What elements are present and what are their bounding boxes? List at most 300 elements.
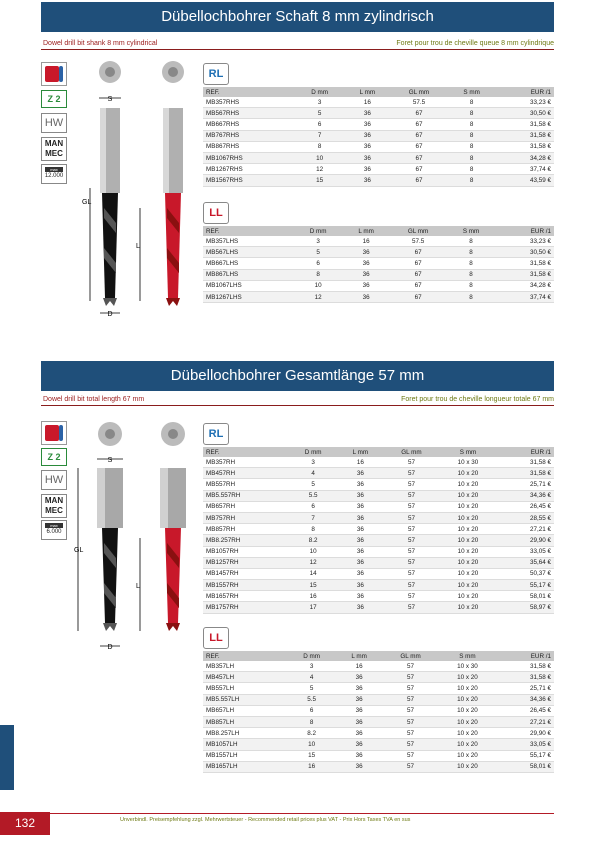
- table-row: [203, 512, 554, 523]
- cell-eur: 33,05 €: [496, 546, 554, 557]
- dim-l: L: [136, 243, 140, 250]
- cell-gl: 67: [389, 280, 446, 291]
- table-row: [203, 524, 554, 535]
- table-row: [203, 750, 554, 761]
- cell-eur: 30,50 €: [495, 247, 554, 258]
- cell-gl: 67: [391, 108, 448, 119]
- cell-gl: 57: [383, 479, 439, 490]
- cell-ref: MB5.557LH: [203, 694, 287, 705]
- cell-s: 10 x 20: [440, 535, 497, 546]
- cell-eur: 26,45 €: [496, 705, 554, 716]
- footer-note: Unverbindl. Preisempfehlung zzgl. Mehrwertsteuer - Recommended retail prices plus VAT - Prix Hors Taxes TVA en sus: [120, 817, 411, 823]
- col-s: S mm: [447, 87, 495, 97]
- table-row: [203, 236, 554, 247]
- cell-s: 8: [447, 269, 496, 280]
- cell-gl: 57: [382, 750, 439, 761]
- cell-d: 3: [289, 457, 338, 468]
- cell-eur: 33,05 €: [496, 739, 554, 750]
- cell-l: 16: [336, 661, 382, 672]
- cell-d: 6: [295, 119, 344, 130]
- cell-d: 7: [289, 512, 338, 523]
- cell-gl: 67: [391, 175, 448, 186]
- page-number: 132: [0, 812, 50, 835]
- table-row: [203, 247, 554, 258]
- cell-d: 3: [293, 236, 342, 247]
- cell-d: 3: [287, 661, 336, 672]
- dim-d: D: [107, 311, 113, 318]
- cell-s: 10 x 20: [440, 546, 497, 557]
- cell-ref: MB867LHS: [203, 269, 293, 280]
- cell-eur: 58,01 €: [496, 761, 554, 772]
- cell-d: 14: [289, 568, 338, 579]
- footer-rule: [50, 813, 554, 814]
- cell-ref: MB567LHS: [203, 247, 293, 258]
- cell-d: 5.5: [287, 694, 336, 705]
- z2-icon: Z 2: [41, 448, 67, 466]
- table-row: [203, 175, 554, 186]
- col-s: S mm: [440, 447, 497, 457]
- section2-title: Dübellochbohrer Gesamtlänge 57 mm: [41, 361, 554, 391]
- man-label: MAN: [44, 139, 64, 148]
- table-row: [203, 501, 554, 512]
- cell-s: 8: [447, 108, 495, 119]
- cell-eur: 31,58 €: [496, 130, 554, 141]
- table-body: [203, 661, 554, 772]
- cell-gl: 57: [383, 524, 439, 535]
- table-row: [203, 546, 554, 557]
- table-row: [203, 672, 554, 683]
- cell-l: 36: [337, 557, 383, 568]
- cell-gl: 57: [382, 694, 439, 705]
- table-header-row: [203, 87, 554, 97]
- cell-s: 8: [447, 258, 496, 269]
- cell-ref: MB1657LH: [203, 761, 287, 772]
- col-eur: EUR /1: [495, 226, 554, 236]
- cell-s: 10 x 30: [439, 661, 496, 672]
- cell-l: 36: [336, 683, 382, 694]
- cell-gl: 57: [382, 661, 439, 672]
- cell-ref: MB357LHS: [203, 236, 293, 247]
- rl-table-2: [203, 447, 554, 614]
- cell-gl: 57: [382, 728, 439, 739]
- cell-l: 36: [336, 761, 382, 772]
- cell-l: 16: [344, 97, 390, 108]
- cell-d: 10: [293, 280, 342, 291]
- col-ref: REF.: [203, 447, 289, 457]
- cell-ref: MB1267RHS: [203, 164, 295, 175]
- col-l: L mm: [336, 651, 382, 661]
- table-row: [203, 164, 554, 175]
- table-body: [203, 236, 554, 303]
- cell-l: 36: [343, 291, 390, 302]
- table-row: [203, 535, 554, 546]
- cell-ref: MB857RH: [203, 524, 289, 535]
- cell-ref: MB457RH: [203, 468, 289, 479]
- cell-gl: 67: [391, 152, 448, 163]
- cell-eur: 31,58 €: [496, 661, 554, 672]
- cell-d: 17: [289, 602, 338, 613]
- cell-s: 10 x 20: [439, 716, 496, 727]
- cell-eur: 31,58 €: [496, 468, 554, 479]
- table-row: [203, 119, 554, 130]
- hw-icon: HW: [41, 470, 67, 490]
- table-row: [203, 591, 554, 602]
- cell-ref: MB767RHS: [203, 130, 295, 141]
- col-eur: EUR /1: [496, 651, 554, 661]
- cell-eur: 27,21 €: [496, 716, 554, 727]
- cell-l: 36: [336, 739, 382, 750]
- cell-gl: 67: [391, 119, 448, 130]
- cell-eur: 25,71 €: [496, 683, 554, 694]
- cell-s: 10 x 20: [440, 468, 497, 479]
- cell-eur: 29,90 €: [496, 535, 554, 546]
- dim-s: S: [107, 457, 113, 464]
- cell-s: 10 x 20: [439, 750, 496, 761]
- col-l: L mm: [344, 87, 390, 97]
- ll-badge: LL: [203, 202, 229, 224]
- table-header-row: [203, 226, 554, 236]
- cell-l: 36: [336, 750, 382, 761]
- cell-eur: 31,58 €: [495, 269, 554, 280]
- cell-eur: 28,55 €: [496, 512, 554, 523]
- cell-eur: 35,64 €: [496, 557, 554, 568]
- ll-badge: LL: [203, 627, 229, 649]
- cell-ref: MB357RH: [203, 457, 289, 468]
- cell-l: 36: [337, 568, 383, 579]
- cell-l: 36: [343, 269, 390, 280]
- section1-title: Dübellochbohrer Schaft 8 mm zylindrisch: [41, 2, 554, 32]
- cell-ref: MB1057LH: [203, 739, 287, 750]
- cell-s: 10 x 30: [440, 457, 497, 468]
- mec-label: MEC: [45, 149, 63, 158]
- cell-eur: 43,59 €: [496, 175, 554, 186]
- cell-d: 8.2: [289, 535, 338, 546]
- table-row: [203, 479, 554, 490]
- dim-s: S: [107, 96, 113, 103]
- table-row: [203, 280, 554, 291]
- cell-s: 10 x 20: [440, 479, 497, 490]
- cell-s: 10 x 20: [439, 705, 496, 716]
- rpm-value: 6.000: [46, 529, 62, 535]
- cell-d: 4: [287, 672, 336, 683]
- cell-d: 8.2: [287, 728, 336, 739]
- cell-gl: 57: [383, 580, 439, 591]
- cell-s: 10 x 20: [439, 694, 496, 705]
- cell-ref: MB357RHS: [203, 97, 295, 108]
- rl-badge: RL: [203, 63, 229, 85]
- rpm-value: 12.000: [44, 173, 64, 179]
- subtitle-en: Dowel drill bit total length 67 mm: [43, 396, 145, 403]
- cell-d: 8: [289, 524, 338, 535]
- col-ref: REF.: [203, 226, 293, 236]
- ll-table-2: [203, 651, 554, 773]
- cell-ref: MB757RH: [203, 512, 289, 523]
- cell-gl: 57: [383, 468, 439, 479]
- cell-d: 10: [289, 546, 338, 557]
- cell-d: 8: [293, 269, 342, 280]
- table-row: [203, 580, 554, 591]
- cell-d: 8: [287, 716, 336, 727]
- cell-s: 10 x 20: [439, 739, 496, 750]
- cell-eur: 31,58 €: [496, 672, 554, 683]
- cell-ref: MB557RH: [203, 479, 289, 490]
- cell-s: 10 x 20: [440, 501, 497, 512]
- cell-ref: MB857LH: [203, 716, 287, 727]
- cell-s: 8: [447, 119, 495, 130]
- table-row: [203, 683, 554, 694]
- rl-table-1: [203, 87, 554, 187]
- cell-gl: 57: [383, 457, 439, 468]
- cell-l: 36: [344, 130, 390, 141]
- dim-gl: GL: [74, 547, 84, 554]
- col-ref: REF.: [203, 651, 287, 661]
- cell-s: 8: [447, 280, 496, 291]
- cell-gl: 57: [383, 512, 439, 523]
- col-d: D mm: [293, 226, 342, 236]
- cell-s: 8: [447, 291, 496, 302]
- subtitle-fr: Foret pour trou de cheville queue 8 mm cylindrique: [396, 40, 554, 47]
- cell-eur: 31,58 €: [496, 457, 554, 468]
- cell-l: 36: [337, 512, 383, 523]
- col-gl: GL mm: [391, 87, 448, 97]
- rl-badge: RL: [203, 423, 229, 445]
- cell-d: 5.5: [289, 490, 338, 501]
- cell-ref: MB357LH: [203, 661, 287, 672]
- cell-eur: 55,17 €: [496, 750, 554, 761]
- section1-subtitle: [41, 38, 554, 50]
- cell-s: 10 x 20: [439, 728, 496, 739]
- drill-drawing-1: [70, 58, 200, 323]
- dim-gl: GL: [82, 199, 92, 206]
- cell-s: 10 x 20: [439, 672, 496, 683]
- man-mec-icon: [41, 137, 67, 161]
- cell-d: 12: [293, 291, 342, 302]
- table-row: [203, 291, 554, 302]
- table-row: [203, 694, 554, 705]
- cell-d: 8: [295, 141, 344, 152]
- cell-d: 16: [287, 761, 336, 772]
- rpm-icon: [41, 520, 67, 540]
- cell-l: 36: [343, 247, 390, 258]
- cell-gl: 57: [382, 739, 439, 750]
- cell-gl: 57: [382, 705, 439, 716]
- table-body: [203, 457, 554, 613]
- cell-d: 5: [295, 108, 344, 119]
- hw-icon: HW: [41, 113, 67, 133]
- cell-ref: MB1557RH: [203, 580, 289, 591]
- col-gl: GL mm: [383, 447, 439, 457]
- cell-l: 36: [344, 119, 390, 130]
- cell-ref: MB1067RHS: [203, 152, 295, 163]
- cell-eur: 25,71 €: [496, 479, 554, 490]
- col-d: D mm: [289, 447, 338, 457]
- cell-gl: 57: [382, 716, 439, 727]
- cell-ref: MB867RHS: [203, 141, 295, 152]
- table-row: [203, 557, 554, 568]
- z2-icon: Z 2: [41, 90, 67, 108]
- cell-d: 15: [295, 175, 344, 186]
- cell-d: 5: [293, 247, 342, 258]
- cell-l: 36: [344, 164, 390, 175]
- cell-gl: 57: [383, 535, 439, 546]
- cell-eur: 33,23 €: [496, 97, 554, 108]
- cell-l: 36: [337, 501, 383, 512]
- cell-gl: 57: [383, 602, 439, 613]
- cell-s: 8: [447, 164, 495, 175]
- cell-ref: MB667RHS: [203, 119, 295, 130]
- cell-d: 6: [293, 258, 342, 269]
- rpm-label: max: [45, 167, 63, 172]
- rpm-icon: [41, 164, 67, 184]
- cell-l: 36: [337, 524, 383, 535]
- table-header-row: [203, 651, 554, 661]
- cell-gl: 67: [391, 164, 448, 175]
- cell-d: 10: [295, 152, 344, 163]
- ll-table-1: [203, 226, 554, 303]
- cell-l: 36: [343, 258, 390, 269]
- cell-l: 36: [344, 108, 390, 119]
- man-mec-icon: [41, 494, 67, 518]
- table-row: [203, 705, 554, 716]
- cell-s: 8: [447, 175, 495, 186]
- cell-l: 36: [336, 728, 382, 739]
- cell-l: 36: [344, 175, 390, 186]
- section2-subtitle: [41, 394, 554, 406]
- cell-s: 10 x 20: [440, 591, 497, 602]
- cell-l: 16: [343, 236, 390, 247]
- cell-gl: 57: [383, 490, 439, 501]
- table-row: [203, 716, 554, 727]
- thermo-cert-icon: [41, 62, 67, 86]
- table-row: [203, 457, 554, 468]
- cell-l: 36: [337, 546, 383, 557]
- cell-gl: 57: [383, 546, 439, 557]
- col-l: L mm: [343, 226, 390, 236]
- cell-eur: 34,36 €: [496, 490, 554, 501]
- cell-eur: 31,58 €: [496, 141, 554, 152]
- cell-s: 10 x 20: [440, 602, 497, 613]
- mec-label: MEC: [45, 506, 63, 515]
- cell-d: 5: [289, 479, 338, 490]
- cell-gl: 57.5: [389, 236, 446, 247]
- cell-ref: MB8.257RH: [203, 535, 289, 546]
- cell-d: 16: [289, 591, 338, 602]
- col-eur: EUR /1: [496, 87, 554, 97]
- cell-eur: 33,23 €: [495, 236, 554, 247]
- cell-eur: 34,28 €: [495, 280, 554, 291]
- cell-d: 12: [295, 164, 344, 175]
- table-body: [203, 97, 554, 186]
- table-row: [203, 108, 554, 119]
- cell-s: 8: [447, 97, 495, 108]
- cell-l: 36: [336, 672, 382, 683]
- thermo-cert-icon: [41, 421, 67, 445]
- cell-l: 36: [336, 716, 382, 727]
- dim-d: D: [107, 644, 113, 651]
- col-l: L mm: [337, 447, 383, 457]
- cell-s: 10 x 20: [440, 580, 497, 591]
- cell-gl: 67: [389, 247, 446, 258]
- cell-ref: MB457LH: [203, 672, 287, 683]
- cell-l: 36: [337, 580, 383, 591]
- table-row: [203, 568, 554, 579]
- table-row: [203, 602, 554, 613]
- table-row: [203, 141, 554, 152]
- cell-l: 36: [337, 602, 383, 613]
- cell-s: 10 x 20: [440, 557, 497, 568]
- cell-l: 36: [337, 591, 383, 602]
- col-gl: GL mm: [382, 651, 439, 661]
- rpm-label: max: [45, 523, 63, 528]
- cell-s: 8: [447, 141, 495, 152]
- drill-drawing-2: [70, 418, 200, 663]
- subtitle-fr: Foret pour trou de cheville longueur totale 67 mm: [401, 396, 554, 403]
- cell-ref: MB567RHS: [203, 108, 295, 119]
- man-label: MAN: [44, 496, 64, 505]
- dim-l: L: [136, 583, 140, 590]
- cell-gl: 57: [382, 672, 439, 683]
- cell-d: 3: [295, 97, 344, 108]
- cell-l: 36: [343, 280, 390, 291]
- cell-ref: MB1757RH: [203, 602, 289, 613]
- side-tab: [0, 725, 14, 790]
- cell-s: 10 x 20: [440, 568, 497, 579]
- cell-eur: 58,97 €: [496, 602, 554, 613]
- cell-eur: 31,58 €: [495, 258, 554, 269]
- cell-eur: 50,37 €: [496, 568, 554, 579]
- cell-ref: MB8.257LH: [203, 728, 287, 739]
- col-ref: REF.: [203, 87, 295, 97]
- cell-l: 36: [337, 468, 383, 479]
- cell-ref: MB1657RH: [203, 591, 289, 602]
- cell-s: 10 x 20: [439, 683, 496, 694]
- cell-ref: MB1257RH: [203, 557, 289, 568]
- cell-d: 10: [287, 739, 336, 750]
- cell-gl: 67: [389, 291, 446, 302]
- cell-s: 10 x 20: [440, 524, 497, 535]
- cell-ref: MB557LH: [203, 683, 287, 694]
- col-gl: GL mm: [389, 226, 446, 236]
- cell-d: 15: [287, 750, 336, 761]
- cell-l: 36: [344, 141, 390, 152]
- cell-ref: MB667LHS: [203, 258, 293, 269]
- cell-d: 15: [289, 580, 338, 591]
- cell-ref: MB1057RH: [203, 546, 289, 557]
- col-s: S mm: [439, 651, 496, 661]
- cell-d: 6: [289, 501, 338, 512]
- cell-gl: 57: [383, 557, 439, 568]
- cell-eur: 37,74 €: [495, 291, 554, 302]
- table-row: [203, 97, 554, 108]
- cell-gl: 57: [383, 568, 439, 579]
- cell-eur: 34,28 €: [496, 152, 554, 163]
- cell-gl: 57: [382, 761, 439, 772]
- cell-ref: MB1067LHS: [203, 280, 293, 291]
- cell-eur: 30,50 €: [496, 108, 554, 119]
- col-eur: EUR /1: [496, 447, 554, 457]
- cell-s: 10 x 20: [440, 512, 497, 523]
- cell-gl: 57.5: [391, 97, 448, 108]
- table-header-row: [203, 447, 554, 457]
- cell-eur: 27,21 €: [496, 524, 554, 535]
- cell-d: 7: [295, 130, 344, 141]
- cell-gl: 57: [383, 591, 439, 602]
- cell-l: 36: [336, 694, 382, 705]
- cell-eur: 37,74 €: [496, 164, 554, 175]
- cell-ref: MB1567RHS: [203, 175, 295, 186]
- cell-l: 16: [337, 457, 383, 468]
- table-row: [203, 761, 554, 772]
